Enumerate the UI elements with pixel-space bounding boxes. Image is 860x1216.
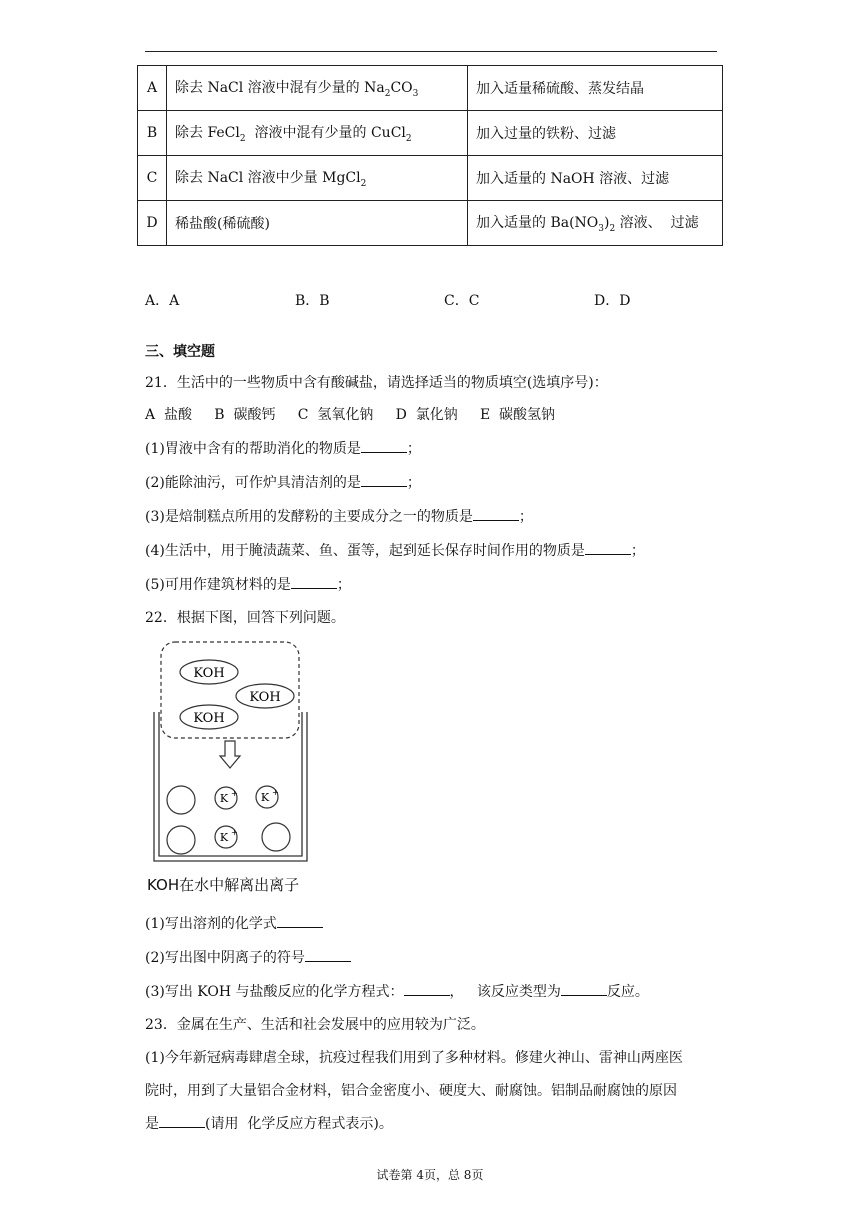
q21-item-3: (3)是焙制糕点所用的发酵粉的主要成分之一的物质是 ； bbox=[145, 509, 533, 525]
section-title: 三、填空题 bbox=[145, 344, 215, 360]
answer-blank bbox=[291, 575, 337, 589]
potassium-ion bbox=[215, 826, 238, 848]
anion-circle bbox=[167, 826, 195, 854]
q21-item-2: (2)能除油污，可作炉具清洁剂的是 ； bbox=[145, 475, 421, 491]
q22-item-1: (1)写出溶剂的化学式 bbox=[145, 913, 323, 933]
option-label: C bbox=[138, 156, 167, 201]
table-row bbox=[138, 201, 723, 246]
answer-blank bbox=[277, 914, 323, 928]
choice-d: D．D bbox=[594, 293, 631, 309]
svg-text:KOH: KOH bbox=[249, 690, 281, 705]
q23-para-1: (1)今年新冠病毒肆虐全球，抗疫过程我们用到了多种材料。修建火神山、雷神山两座医 bbox=[145, 1050, 683, 1066]
answer-blank bbox=[159, 1114, 205, 1128]
purpose-cell: 稀盐酸(稀硫酸) bbox=[167, 201, 468, 246]
q22-item-3: (3)写出 KOH 与盐酸反应的化学方程式： ， 该反应类型为 反应。 bbox=[145, 984, 649, 1000]
q22-stem: 22．根据下图，回答下列问题。 bbox=[145, 610, 345, 626]
answer-blank bbox=[404, 982, 450, 996]
svg-text:+: + bbox=[272, 788, 279, 797]
method-cell: 加入适量的 $Ba(NO_3)_2$ 溶液、 过滤 bbox=[468, 201, 723, 246]
answer-blank bbox=[473, 507, 519, 521]
q21-item-4: (4)生活中，用于腌渍蔬菜、鱼、蛋等，起到延长保存时间作用的物质是 ； bbox=[145, 543, 645, 559]
arrow-down-icon bbox=[220, 741, 240, 768]
option-label: D bbox=[138, 201, 167, 246]
q21-item-5: (5)可用作建筑材料的是 ； bbox=[145, 577, 351, 593]
page-footer: 试卷第 4页，总 8页 bbox=[376, 1168, 484, 1182]
purpose-cell: 除去 NaCl 溶液中混有少量的 $Na_2CO_3$ bbox=[167, 66, 468, 111]
dissociation-figure bbox=[145, 638, 315, 870]
svg-text:KOH: KOH bbox=[193, 711, 225, 726]
q21-item-1: (1)胃液中含有的帮助消化的物质是 ； bbox=[145, 441, 421, 457]
method-cell: 加入适量的 NaOH 溶液、过滤 bbox=[468, 156, 723, 201]
option-label: B bbox=[138, 111, 167, 156]
table-row bbox=[138, 156, 723, 201]
figure-caption: KOH在水中解离出离子 bbox=[147, 876, 300, 894]
answer-blank bbox=[305, 948, 351, 962]
choice-a: A．A bbox=[145, 293, 180, 309]
table-row bbox=[138, 66, 723, 111]
answer-blank bbox=[561, 982, 607, 996]
svg-text:K: K bbox=[219, 792, 229, 805]
anion-circle bbox=[167, 786, 195, 814]
potassium-ion bbox=[215, 787, 238, 809]
svg-text:K: K bbox=[219, 831, 229, 844]
q21-stem: 21．生活中的一些物质中含有酸碱盐，请选择适当的物质填空(选填序号)： bbox=[145, 375, 608, 391]
koh-molecule bbox=[180, 660, 238, 684]
answer-blank bbox=[361, 473, 407, 487]
svg-text:K: K bbox=[260, 791, 270, 804]
koh-molecule bbox=[236, 684, 294, 708]
svg-text:+: + bbox=[231, 789, 238, 798]
header-rule bbox=[145, 51, 717, 52]
table-row bbox=[138, 111, 723, 156]
option-label: A bbox=[138, 66, 167, 111]
answer-blank bbox=[585, 541, 631, 555]
options-table bbox=[137, 65, 723, 246]
anion-circle bbox=[262, 823, 290, 851]
choice-b: B．B bbox=[295, 293, 330, 309]
potassium-ion bbox=[256, 786, 279, 808]
purpose-cell: 除去 NaCl 溶液中少量 MgCl$_2$ bbox=[167, 156, 468, 201]
svg-text:KOH: KOH bbox=[193, 666, 225, 681]
method-cell: 加入适量稀硫酸、蒸发结晶 bbox=[468, 66, 723, 111]
choice-c: C．C bbox=[444, 293, 480, 309]
q22-item-2: (2)写出图中阴离子的符号 bbox=[145, 947, 351, 967]
koh-molecule bbox=[180, 705, 238, 729]
method-cell: 加入过量的铁粉、过滤 bbox=[468, 111, 723, 156]
q23-para-2: 院时，用到了大量铝合金材料，铝合金密度小、硬度大、耐腐蚀。铝制品耐腐蚀的原因 bbox=[145, 1083, 677, 1099]
q23-stem: 23．金属在生产、生活和社会发展中的应用较为广泛。 bbox=[145, 1017, 485, 1033]
purpose-cell: 除去 FeCl$_2$ 溶液中混有少量的 CuCl$_2$ bbox=[167, 111, 468, 156]
answer-blank bbox=[361, 439, 407, 453]
q23-para-3: 是 (请用 化学反应方程式表示)。 bbox=[145, 1116, 393, 1132]
svg-text:+: + bbox=[231, 828, 238, 837]
q21-options: A 盐酸 B 碳酸钙 C 氢氧化钠 D 氯化钠 E 碳酸氢钠 bbox=[145, 407, 556, 423]
